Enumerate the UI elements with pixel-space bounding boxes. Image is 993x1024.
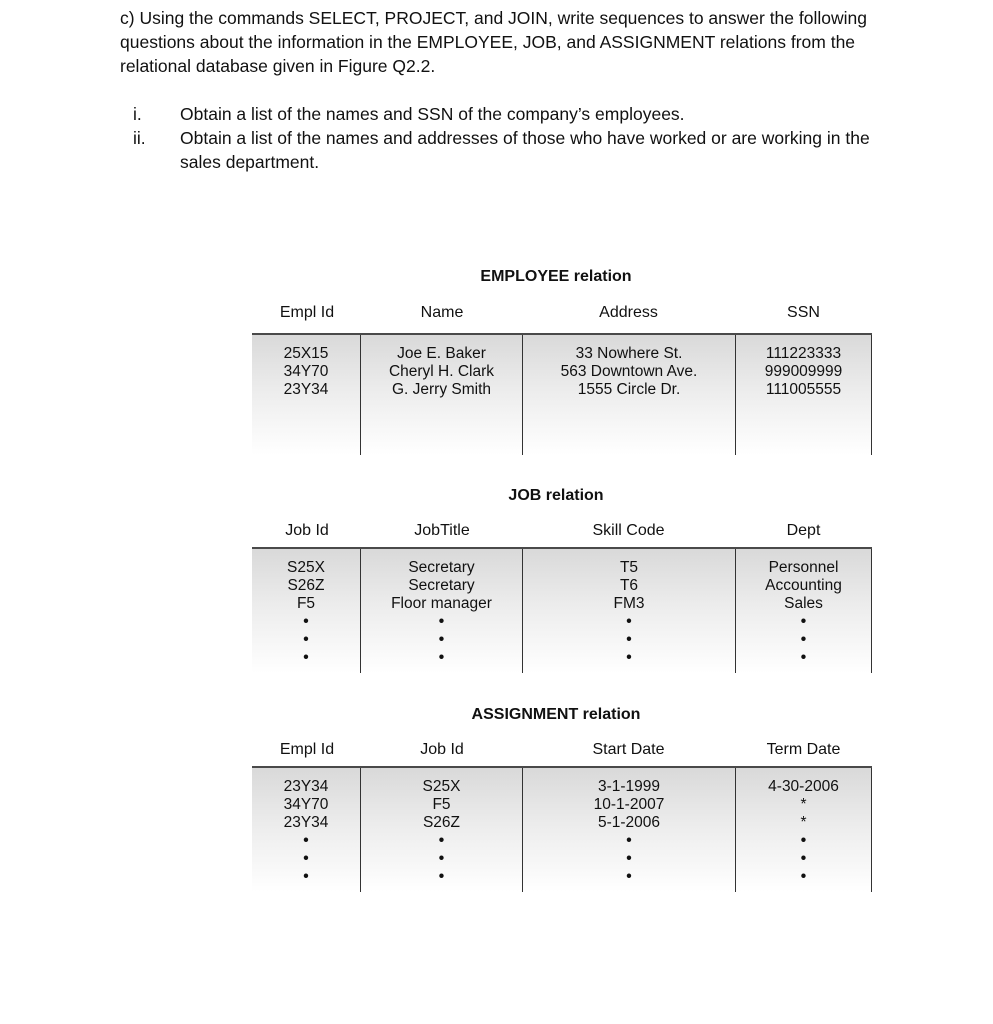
ellipsis-dot: • <box>626 631 632 648</box>
table-cell: 34Y70 <box>283 363 329 380</box>
table-cell: Secretary <box>408 577 475 594</box>
table-cell: 23Y34 <box>283 778 329 795</box>
table-cell: * <box>800 796 807 813</box>
question-item <box>133 102 893 126</box>
assignment-col-start-date <box>522 768 735 892</box>
question-item <box>133 126 893 174</box>
ellipsis-dot: • <box>800 631 807 648</box>
table-cell: F5 <box>432 796 451 813</box>
table-cell: 111005555 <box>765 381 842 398</box>
table-cell: 25X15 <box>283 345 329 362</box>
ellipsis-dot: • <box>438 613 445 630</box>
employee-col-empl-id <box>252 335 360 455</box>
ellipsis-dot: • <box>800 649 807 666</box>
table-cell: Floor manager <box>391 595 492 612</box>
ellipsis-dot: • <box>303 631 309 648</box>
assignment-col-empl-id <box>252 768 360 892</box>
ellipsis-dot: • <box>303 613 309 630</box>
table-cell: Sales <box>784 595 823 612</box>
item-number: ii. <box>133 128 146 148</box>
header-ssn: SSN <box>787 304 820 321</box>
table-cell: S26Z <box>287 577 325 594</box>
question-intro: c) Using the commands SELECT, PROJECT, and JOIN, write sequences to answer the following questions about the information in the EMPLOYEE, JOB, and ASSIGNMENT relations from the relational database given in Figure Q2.2. <box>120 8 867 76</box>
ellipsis-dot: • <box>303 850 309 867</box>
job-col-dept <box>735 549 872 673</box>
question-items <box>133 102 893 174</box>
table-cell: 33 Nowhere St. <box>575 345 683 362</box>
table-cell: Secretary <box>408 559 475 576</box>
table-cell: Personnel <box>768 559 839 576</box>
ellipsis-dot: • <box>438 868 445 885</box>
employee-col-address <box>522 335 735 455</box>
employee-col-name <box>360 335 522 455</box>
table-cell: T6 <box>619 577 639 594</box>
table-cell: 1555 Circle Dr. <box>577 381 681 398</box>
table-cell: 10-1-2007 <box>593 796 665 813</box>
item-number: i. <box>133 104 142 124</box>
table-cell: T5 <box>619 559 639 576</box>
employee-relation-title: EMPLOYEE relation <box>480 268 632 285</box>
table-cell: S25X <box>422 778 461 795</box>
header-empl-id: Empl Id <box>279 304 335 321</box>
ellipsis-dot: • <box>800 868 807 885</box>
header-address: Address <box>599 304 658 321</box>
table-cell: 111223333 <box>765 345 842 362</box>
assignment-table <box>252 766 872 892</box>
ellipsis-dot: • <box>438 832 445 849</box>
table-cell: 3-1-1999 <box>597 778 661 795</box>
ellipsis-dot: • <box>303 832 309 849</box>
table-cell: 23Y34 <box>283 814 329 831</box>
table-cell: 563 Downtown Ave. <box>560 363 698 380</box>
table-cell: 34Y70 <box>283 796 329 813</box>
header-start-date: Start Date <box>592 741 665 758</box>
table-cell: FM3 <box>613 595 645 612</box>
header-dept: Dept <box>786 522 821 539</box>
ellipsis-dot: • <box>438 850 445 867</box>
ellipsis-dot: • <box>303 649 309 666</box>
header-job-id: Job Id <box>285 522 329 539</box>
table-cell: * <box>800 814 807 831</box>
table-cell: S25X <box>287 559 325 576</box>
item-text: Obtain a list of the names and addresses of those who have worked or are working in the sales department. <box>180 128 870 172</box>
table-cell: F5 <box>296 595 316 612</box>
table-cell: 999009999 <box>764 363 843 380</box>
ellipsis-dot: • <box>626 850 632 867</box>
header-job-title: JobTitle <box>414 522 470 539</box>
employee-table <box>252 333 872 455</box>
table-cell: Cheryl H. Clark <box>388 363 495 380</box>
assignment-col-job-id <box>360 768 522 892</box>
header-job-id: Job Id <box>420 741 464 758</box>
table-cell: 4-30-2006 <box>768 778 839 795</box>
question-block <box>120 6 900 78</box>
ellipsis-dot: • <box>626 868 632 885</box>
table-cell: Joe E. Baker <box>397 345 486 362</box>
ellipsis-dot: • <box>626 832 632 849</box>
table-cell: S26Z <box>422 814 461 831</box>
ellipsis-dot: • <box>303 868 309 885</box>
assignment-col-term-date <box>735 768 872 892</box>
table-cell: 5-1-2006 <box>597 814 661 831</box>
header-empl-id: Empl Id <box>279 741 335 758</box>
item-text: Obtain a list of the names and SSN of the company’s employees. <box>180 104 685 124</box>
job-col-skill-code <box>522 549 735 673</box>
header-skill-code: Skill Code <box>592 522 665 539</box>
employee-col-ssn <box>735 335 872 455</box>
header-term-date: Term Date <box>766 741 841 758</box>
table-cell: 23Y34 <box>283 381 329 398</box>
job-col-job-title <box>360 549 522 673</box>
ellipsis-dot: • <box>800 850 807 867</box>
ellipsis-dot: • <box>438 649 445 666</box>
ellipsis-dot: • <box>800 832 807 849</box>
job-table <box>252 547 872 673</box>
ellipsis-dot: • <box>626 649 632 666</box>
job-relation-title: JOB relation <box>508 487 604 504</box>
table-cell: G. Jerry Smith <box>391 381 492 398</box>
table-cell: Accounting <box>765 577 842 594</box>
ellipsis-dot: • <box>626 613 632 630</box>
ellipsis-dot: • <box>438 631 445 648</box>
ellipsis-dot: • <box>800 613 807 630</box>
job-col-job-id <box>252 549 360 673</box>
assignment-relation-title: ASSIGNMENT relation <box>471 706 641 723</box>
header-name: Name <box>420 304 464 321</box>
